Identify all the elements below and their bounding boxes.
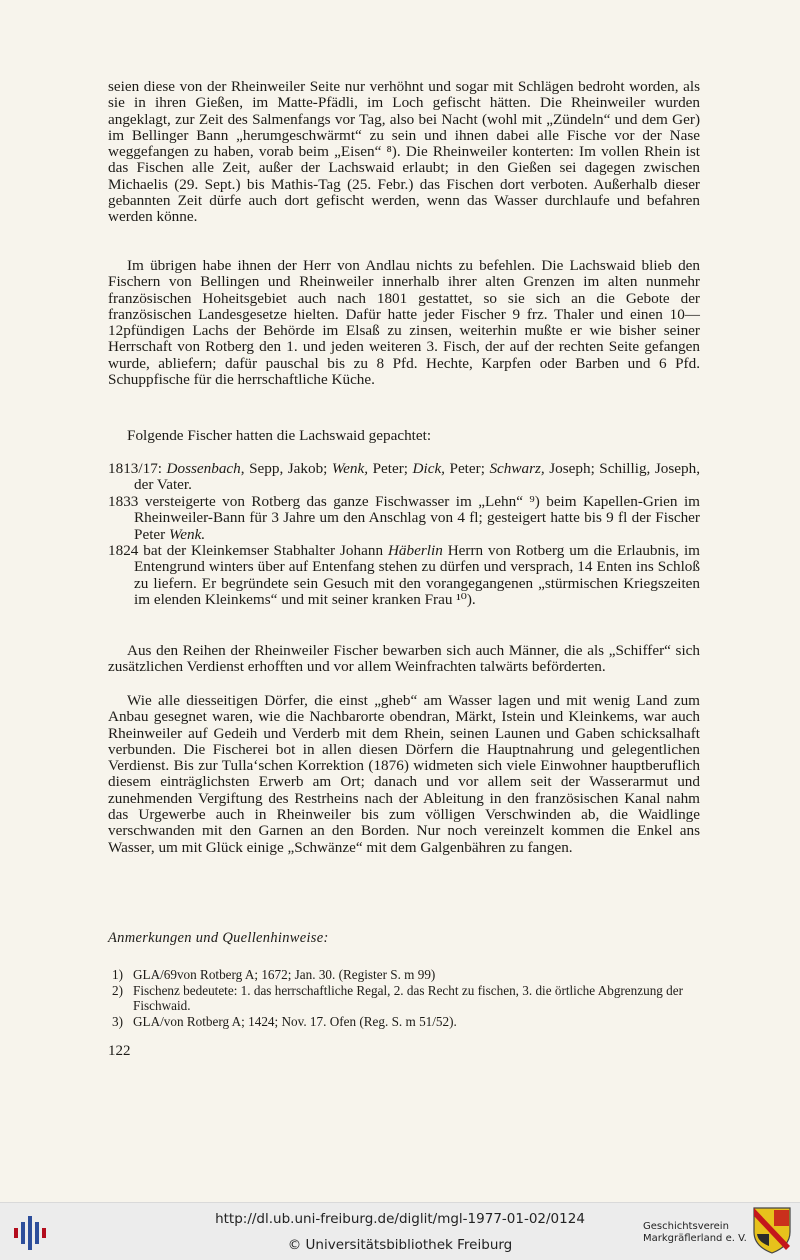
paragraph-3: Aus den Reihen der Rheinweiler Fischer bewarben sich auch Männer, die als „Schiffer“ sich zusätzlichen Verdienst erhofften und vor allem Weinfrachten talwärts beförderten.	[108, 642, 700, 676]
fisher-entry-1824	[108, 543, 700, 608]
fisher-entry-1833	[108, 494, 700, 543]
fisher-entry-1813	[108, 461, 700, 494]
society-name-line1: Geschichtsverein	[643, 1221, 729, 1232]
footnote-3	[112, 1014, 700, 1029]
fisher-entry-text	[108, 494, 700, 543]
footnote-2	[112, 983, 700, 1014]
entry-name-italic: Wenk,	[331, 460, 369, 477]
footnote-text: GLA/69von Rotberg A; 1672; Jan. 30. (Register S. m 99)	[133, 967, 436, 982]
society-name	[643, 1221, 753, 1245]
paragraph-fisher-intro: Folgende Fischer hatten die Lachswaid gepachtet:	[127, 427, 432, 444]
entry-year: 1833	[108, 493, 145, 510]
entry-text-run: Joseph; Schillig, Joseph, der Vater.	[134, 460, 700, 494]
entry-name-italic: Wenk.	[169, 525, 206, 543]
entry-name-italic: Dossenbach	[166, 460, 241, 477]
entry-text-run: versteigerte von Rotberg das ganze Fischwasser im „Lehn“ ⁹) beim Kapellen-Grien im Rheinweiler-Bann für 3 Jahre um den Anschlag von 4 fl; gesteigert hatte bis 9 fl der Fischer Peter	[134, 493, 700, 543]
entry-text-run: bat der Kleinkemser Stabhalter Johann	[143, 542, 388, 559]
entry-text-run: Peter;	[444, 460, 490, 477]
footnote-number: 2)	[112, 983, 123, 998]
society-name-line2: Markgräflerland e. V.	[643, 1233, 747, 1244]
entry-year: 1813/17:	[108, 460, 167, 477]
entry-year: 1824	[108, 542, 144, 559]
entry-text-run: Herrn von Rotberg um die Erlaubnis, im Entengrund winters über auf Entenfang stehen zu dürfen und versprach, 14 Enten ins Schloß zu liefern. Er begründete sein Gesuch mit den vorangegangenen „stürmischen Kriegszeiten im elenden Kleinkems“ und mit seiner kranken Frau ¹⁰).	[134, 542, 700, 608]
footnote-text: GLA/von Rotberg A; 1424; Nov. 17. Ofen (Reg. S. m 51/52).	[133, 1014, 457, 1029]
footnote-number: 3)	[112, 1014, 123, 1029]
footnote-1	[112, 967, 700, 982]
fisher-entry-text	[108, 461, 700, 494]
notes-heading: Anmerkungen und Quellenhinweise:	[108, 930, 329, 946]
entry-name-italic: Häberlin	[387, 542, 443, 559]
footnote-text: Fischenz bedeutete: 1. das herrschaftliche Regal, 2. das Recht zu fischen, 3. die örtliche Abgrenzung der Fischwaid.	[133, 983, 684, 1014]
footnote-number: 1)	[112, 967, 123, 982]
entry-text-run: Peter;	[368, 460, 413, 477]
permalink-link[interactable]: http://dl.ub.uni-freiburg.de/diglit/mgl-1977-01-02/0124	[215, 1211, 585, 1227]
paragraph-4: Wie alle diesseitigen Dörfer, die einst „gheb“ am Wasser lagen und mit wenig Land zum Anbau gesegnet waren, wie die Nachbarorte obendran, Märkt, Istein und Kleinkems, war auch Rheinweiler auf Gedeih und Verderb mit dem Rhein, seinen Launen und Gaben schicksalhaft verbunden. Die Fischerei bot in allen diesen Dörfern die Hauptnahrung und gelegentlichen Verdienst. Bis zur Tulla‘schen Korrektion (1876) widmeten sich viele Einwohner hauptberuflich diesem einträglichsten Erwerb am Ort; danach und vor allem seit der Wasserarmut und zunehmenden Vergiftung des Restrheins nach der Ableitung in den französischen Kanal nahm das Urgewerbe auch in Rheinweiler bis zum völligen Verschwinden ab, die Waidlinge verschwanden mit den Garnen an den Borden. Nur noch vereinzelt kommen die Enkel ans Wasser, um mit Glück einige „Schwänze“ mit dem Galgenbähren zu fangen.	[108, 692, 700, 856]
entry-text-run: , Sepp, Jakob;	[240, 460, 332, 477]
entry-name-italic: Dick,	[412, 460, 445, 477]
paragraph-1: seien diese von der Rheinweiler Seite nur verhöhnt und sogar mit Schlägen bedroht worden, als sie in ihren Gießen, im Matte-Pfädli, im Loch gefischt hätten. Die Rheinweiler wurden angeklagt, zur Zeit des Salmenfangs vor Tag, also bei Nacht (wohl mit „Zündeln“ und dem Ger) im Bellinger Bann „herumgeschwärmt“ zu sein und ihnen dabei alle Fische vor der Nase weggefangen zu haben, vorab beim „Eisen“ ⁸). Die Rheinweiler konterten: Im vollen Rhein ist das Fischen alle Zeit, außer der Lachswaid erlaubt; in den Gießen sei dagegen zwischen Michaelis (29. Sept.) bis Mathis-Tag (25. Febr.) das Fischen dort verboten. Außerhalb dieser gebannten Zeit dürfe auch dort gefischt werden, wenn das Wasser durchlaufe und befahren werden könne.	[108, 78, 700, 226]
entry-name-italic: Schwarz,	[489, 460, 545, 477]
fisher-entry-text	[108, 543, 700, 608]
coat-of-arms-icon	[752, 1206, 792, 1254]
paragraph-2: Im übrigen habe ihnen der Herr von Andlau nichts zu befehlen. Die Lachswaid blieb den Fischern von Bellingen und Rheinweiler innerhalb ihrer alten Grenzen im alten nunmehr französischen Hoheitsgebiet auch nach 1801 gestattet, so sie sich an die Gebote der französischen Landesgesetze hielten. Dafür hatte jeder Fischer 9 frz. Thaler und einen 10—12pfündigen Lachs der Behörde im Elsaß zu zinsen, weiterhin mußte er wie bisher seiner Herrschaft von Rotberg den 1. und jeden weiteren 3. Fisch, der auf der rechten Seite gefangen wurde, abliefern; dafür pauschal bis zu 8 Pfd. Hechte, Karpfen oder Barben und 6 Pfd. Schuppfische für die herrschaftliche Küche.	[108, 257, 700, 389]
page-number: 122	[108, 1043, 131, 1059]
copyright-notice: © Universitätsbibliothek Freiburg	[287, 1237, 513, 1253]
